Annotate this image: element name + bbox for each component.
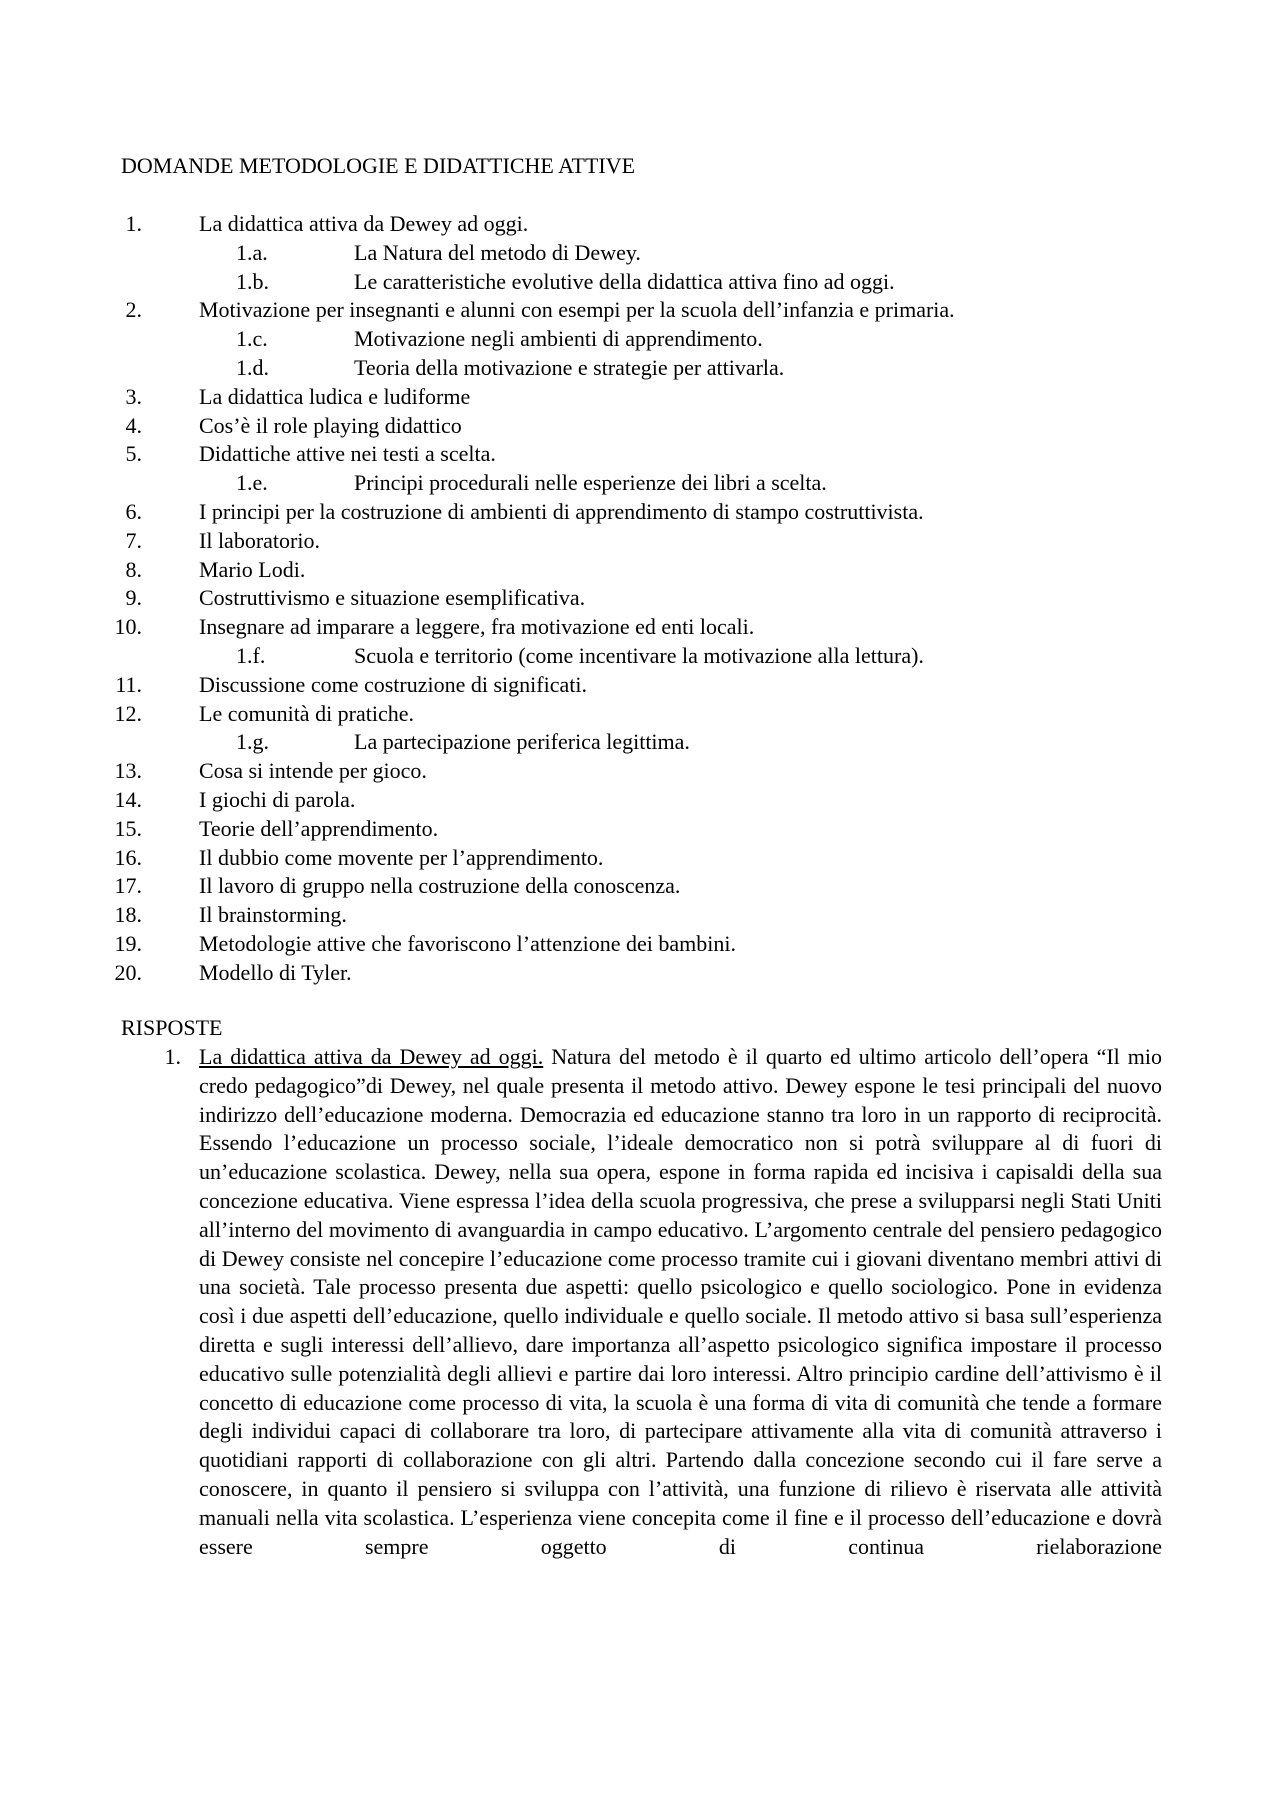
question-number: 18.	[114, 902, 142, 928]
question-text: Teorie dell’apprendimento.	[199, 815, 439, 841]
subquestion-text: Motivazione negli ambienti di apprendimento.	[354, 326, 763, 352]
list-item	[115, 671, 1161, 700]
question-number: 14.	[114, 786, 142, 812]
answer-paragraph	[199, 1043, 1162, 1561]
list-item	[121, 210, 1161, 239]
question-number: 17.	[114, 873, 142, 899]
list-item	[121, 296, 1161, 325]
list-item	[121, 383, 1161, 412]
question-text: Le comunità di pratiche.	[199, 700, 415, 726]
subquestion-text: Scuola e territorio (come incentivare la motivazione alla lettura).	[354, 642, 924, 668]
subquestion-text: Teoria della motivazione e strategie per attivarla.	[354, 354, 785, 380]
question-number: 10.	[114, 614, 142, 640]
subquestion-text: Principi procedurali nelle esperienze dei libri a scelta.	[354, 470, 827, 496]
subquestion-text: La Natura del metodo di Dewey.	[354, 239, 641, 265]
list-item	[114, 786, 1161, 815]
subquestion-number: 1.f.	[236, 642, 266, 668]
question-number: 5.	[125, 441, 142, 467]
answer-title: La didattica attiva da Dewey ad oggi.	[199, 1044, 544, 1069]
subquestion-text: Le caratteristiche evolutive della didattica attiva fino ad oggi.	[354, 268, 895, 294]
list-item	[114, 872, 1161, 901]
list-item	[121, 556, 1161, 585]
question-number: 7.	[125, 527, 142, 553]
question-text: Mario Lodi.	[199, 556, 306, 582]
question-number: 20.	[114, 959, 142, 985]
list-item	[114, 815, 1161, 844]
subquestion-number: 1.e.	[236, 470, 268, 496]
list-item	[121, 584, 1161, 613]
sub-list-item	[121, 728, 1161, 757]
sub-list-item	[121, 239, 1161, 268]
question-text: Didattiche attive nei testi a scelta.	[199, 441, 496, 467]
list-item	[121, 498, 1161, 527]
question-number: 15.	[114, 815, 142, 841]
answer-number: 1.	[164, 1044, 181, 1069]
question-text: Cos’è il role playing didattico	[199, 412, 462, 438]
question-text: Il laboratorio.	[199, 527, 320, 553]
question-text: Costruttivismo e situazione esemplificativa.	[199, 585, 586, 611]
question-text: Metodologie attive che favoriscono l’attenzione dei bambini.	[199, 930, 736, 956]
list-item	[114, 844, 1161, 873]
list-item	[114, 930, 1161, 959]
question-text: Il dubbio come movente per l’apprendimento.	[199, 844, 604, 870]
question-text: Il brainstorming.	[199, 902, 347, 928]
question-number: 12.	[114, 700, 142, 726]
list-item	[114, 613, 1161, 642]
question-text: Cosa si intende per gioco.	[199, 758, 427, 784]
list-item	[121, 440, 1161, 469]
question-number: 13.	[114, 758, 142, 784]
question-number: 11.	[115, 671, 142, 697]
question-number: 19.	[114, 930, 142, 956]
question-number: 6.	[125, 498, 142, 524]
list-item	[121, 412, 1161, 441]
question-number: 2.	[125, 297, 142, 323]
question-number: 8.	[125, 556, 142, 582]
question-number: 3.	[125, 383, 142, 409]
list-item	[114, 901, 1161, 930]
list-item	[114, 700, 1161, 729]
subquestion-number: 1.b.	[236, 268, 269, 294]
question-text: I giochi di parola.	[199, 786, 356, 812]
question-text: Motivazione per insegnanti e alunni con esempi per la scuola dell’infanzia e primaria.	[199, 297, 955, 323]
subquestion-number: 1.g.	[236, 729, 269, 755]
list-item	[121, 527, 1161, 556]
sub-list-item	[121, 354, 1161, 383]
subquestion-number: 1.d.	[236, 354, 269, 380]
question-text: La didattica ludica e ludiforme	[199, 383, 471, 409]
sub-list-item	[121, 642, 1161, 671]
answer-text: Natura del metodo è il quarto ed ultimo articolo dell’opera “Il mio credo pedagogico”di Dewey, nel quale presenta il metodo attivo. Dewey espone le tesi principali del nuovo indirizzo dell’educazione moderna. Democrazia ed educazione stanno tra loro in un rapporto di reciprocità. Essendo l’educazione un processo sociale, l’ideale democratico non si potrà sviluppare al di fuori di un’educazione scolastica. Dewey, nella sua opera, espone in forma rapida ed incisiva i capisaldi della sua concezione educativa. Viene espressa l’idea della scuola progressiva, che prese a svilupparsi negli Stati Uniti all’interno del movimento di avanguardia in campo educativo. L’argomento centrale del pensiero pedagogico di Dewey consiste nel concepire l’educazione come processo tramite cui i giovani diventano membri attivi di una società. Tale processo presenta due aspetti: quello psicologico e quello sociologico. Pone in evidenza così i due aspetti dell’educazione, quello individuale e quello sociale. Il metodo attivo si basa sull’esperienza diretta e sugli interessi dell’allievo, dare importanza all’aspetto psicologico significa impostare il processo educativo sulle potenzialità degli allievi e partire dai loro interessi. Altro principio cardine dell’attivismo è il concetto di educazione come processo di vita, la scuola è una forma di vita di comunità che tende a formare degli individui capaci di collaborare tra loro, di partecipare attivamente alla vita di comunità attraverso i quotidiani rapporti di collaborazione con gli altri. Partendo dalla concezione secondo cui il fare serve a conoscere, in quanto il pensiero si sviluppa con l’attività, una funzione di rilievo è riservata alle attività manuali nella vita scolastica. L’esperienza viene concepita come il fine e il processo dell’educazione e dovrà essere sempre oggetto di continua rielaborazione	[199, 1044, 1163, 1559]
answers-heading: RISPOSTE	[121, 1015, 223, 1040]
question-text: I principi per la costruzione di ambienti di apprendimento di stampo costruttivista.	[199, 498, 924, 524]
question-number: 16.	[114, 844, 142, 870]
question-text: Discussione come costruzione di significati.	[199, 671, 587, 697]
question-text: Modello di Tyler.	[199, 959, 352, 985]
document-title: DOMANDE METODOLOGIE E DIDATTICHE ATTIVE	[121, 153, 636, 178]
question-text: La didattica attiva da Dewey ad oggi.	[199, 211, 529, 236]
sub-list-item	[121, 268, 1161, 297]
question-number: 1.	[125, 211, 142, 236]
list-item	[114, 757, 1161, 786]
question-number: 4.	[125, 412, 142, 438]
question-text: Insegnare ad imparare a leggere, fra motivazione ed enti locali.	[199, 614, 755, 640]
questions-list	[114, 210, 1161, 988]
subquestion-number: 1.a.	[236, 239, 268, 265]
sub-list-item	[121, 325, 1161, 354]
question-text: Il lavoro di gruppo nella costruzione della conoscenza.	[199, 873, 681, 899]
subquestion-number: 1.c.	[236, 326, 268, 352]
subquestion-text: La partecipazione periferica legittima.	[354, 729, 690, 755]
sub-list-item	[121, 469, 1161, 498]
list-item	[114, 959, 1161, 988]
question-number: 9.	[125, 585, 142, 611]
